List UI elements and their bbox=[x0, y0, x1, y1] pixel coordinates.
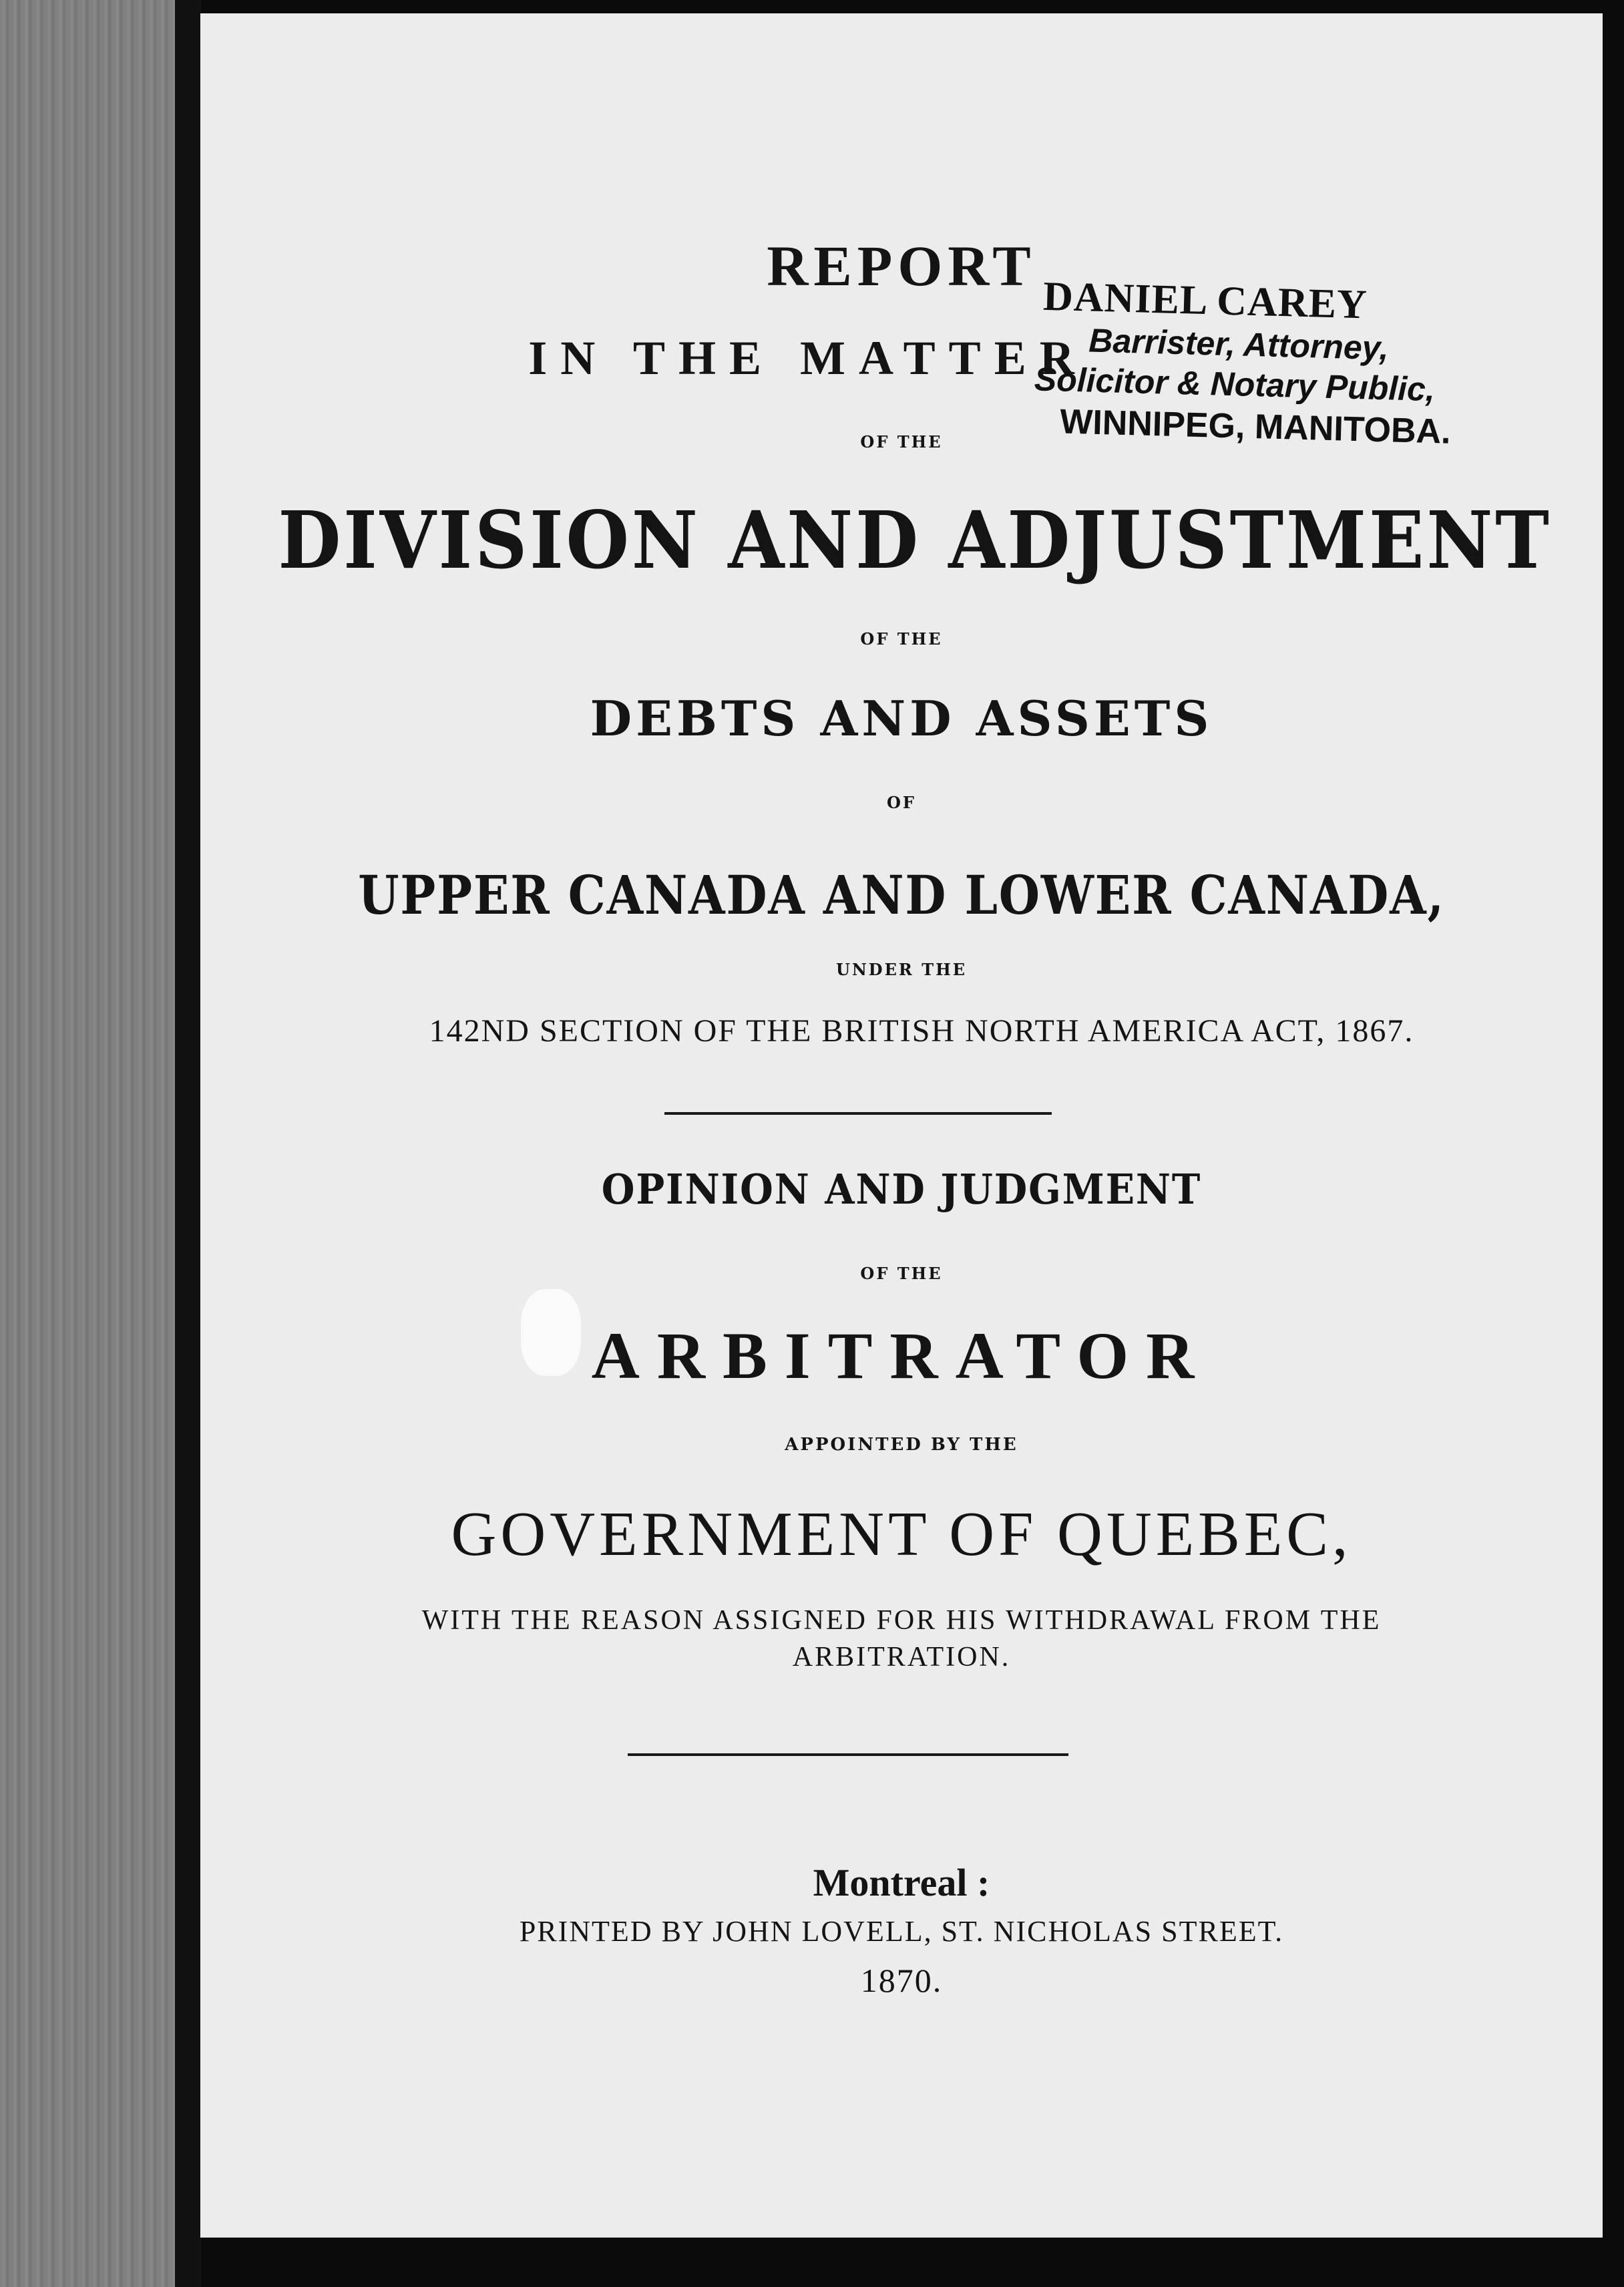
arbitrator-heading: ARBITRATOR bbox=[591, 1318, 1212, 1393]
reason-line-2: ARBITRATION. bbox=[792, 1642, 1011, 1673]
divider-rule-2 bbox=[628, 1753, 1068, 1756]
stamp-location: WINNIPEG, MANITOBA. bbox=[1059, 402, 1452, 452]
ownership-stamp bbox=[1032, 255, 1452, 452]
title-page bbox=[200, 13, 1603, 2238]
stamp-role-line-2: Solicitor & Notary Public, bbox=[1034, 360, 1436, 409]
divider-rule-1 bbox=[664, 1112, 1052, 1115]
stamp-name: DANIEL CAREY bbox=[1042, 273, 1368, 328]
scan-blemish bbox=[521, 1289, 581, 1376]
division-adjustment-heading: DIVISION AND ADJUSTMENT bbox=[278, 494, 1552, 586]
reason-line-1: WITH THE REASON ASSIGNED FOR HIS WITHDRAWAL FROM THE bbox=[421, 1605, 1382, 1636]
appointed-line: APPOINTED BY THE bbox=[785, 1435, 1018, 1455]
opinion-heading: OPINION AND JUDGMENT bbox=[601, 1165, 1202, 1214]
of-line: OF bbox=[887, 793, 916, 812]
imprint-printer: PRINTED BY JOHN LOVELL, ST. NICHOLAS STREET. bbox=[519, 1915, 1284, 1948]
government-heading: GOVERNMENT OF QUEBEC, bbox=[451, 1500, 1352, 1569]
provinces-heading: UPPER CANADA AND LOWER CANADA, bbox=[358, 864, 1445, 926]
act-line: 142ND SECTION OF THE BRITISH NORTH AMERICA ACT, 1867. bbox=[429, 1013, 1414, 1049]
under-the-line: UNDER THE bbox=[835, 960, 968, 979]
of-the-line-2: OF THE bbox=[860, 629, 943, 649]
stamp-role-line-1: Barrister, Attorney, bbox=[1088, 321, 1390, 367]
debts-assets-heading: DEBTS AND ASSETS bbox=[590, 690, 1213, 747]
of-the-line-1: OF THE bbox=[860, 432, 943, 452]
imprint-city: Montreal : bbox=[813, 1861, 990, 1904]
imprint-year: 1870. bbox=[860, 1962, 943, 1999]
report-heading: REPORT bbox=[767, 234, 1036, 298]
of-the-line-3: OF THE bbox=[860, 1264, 943, 1283]
in-the-matter-line: IN THE MATTER bbox=[528, 331, 1088, 385]
